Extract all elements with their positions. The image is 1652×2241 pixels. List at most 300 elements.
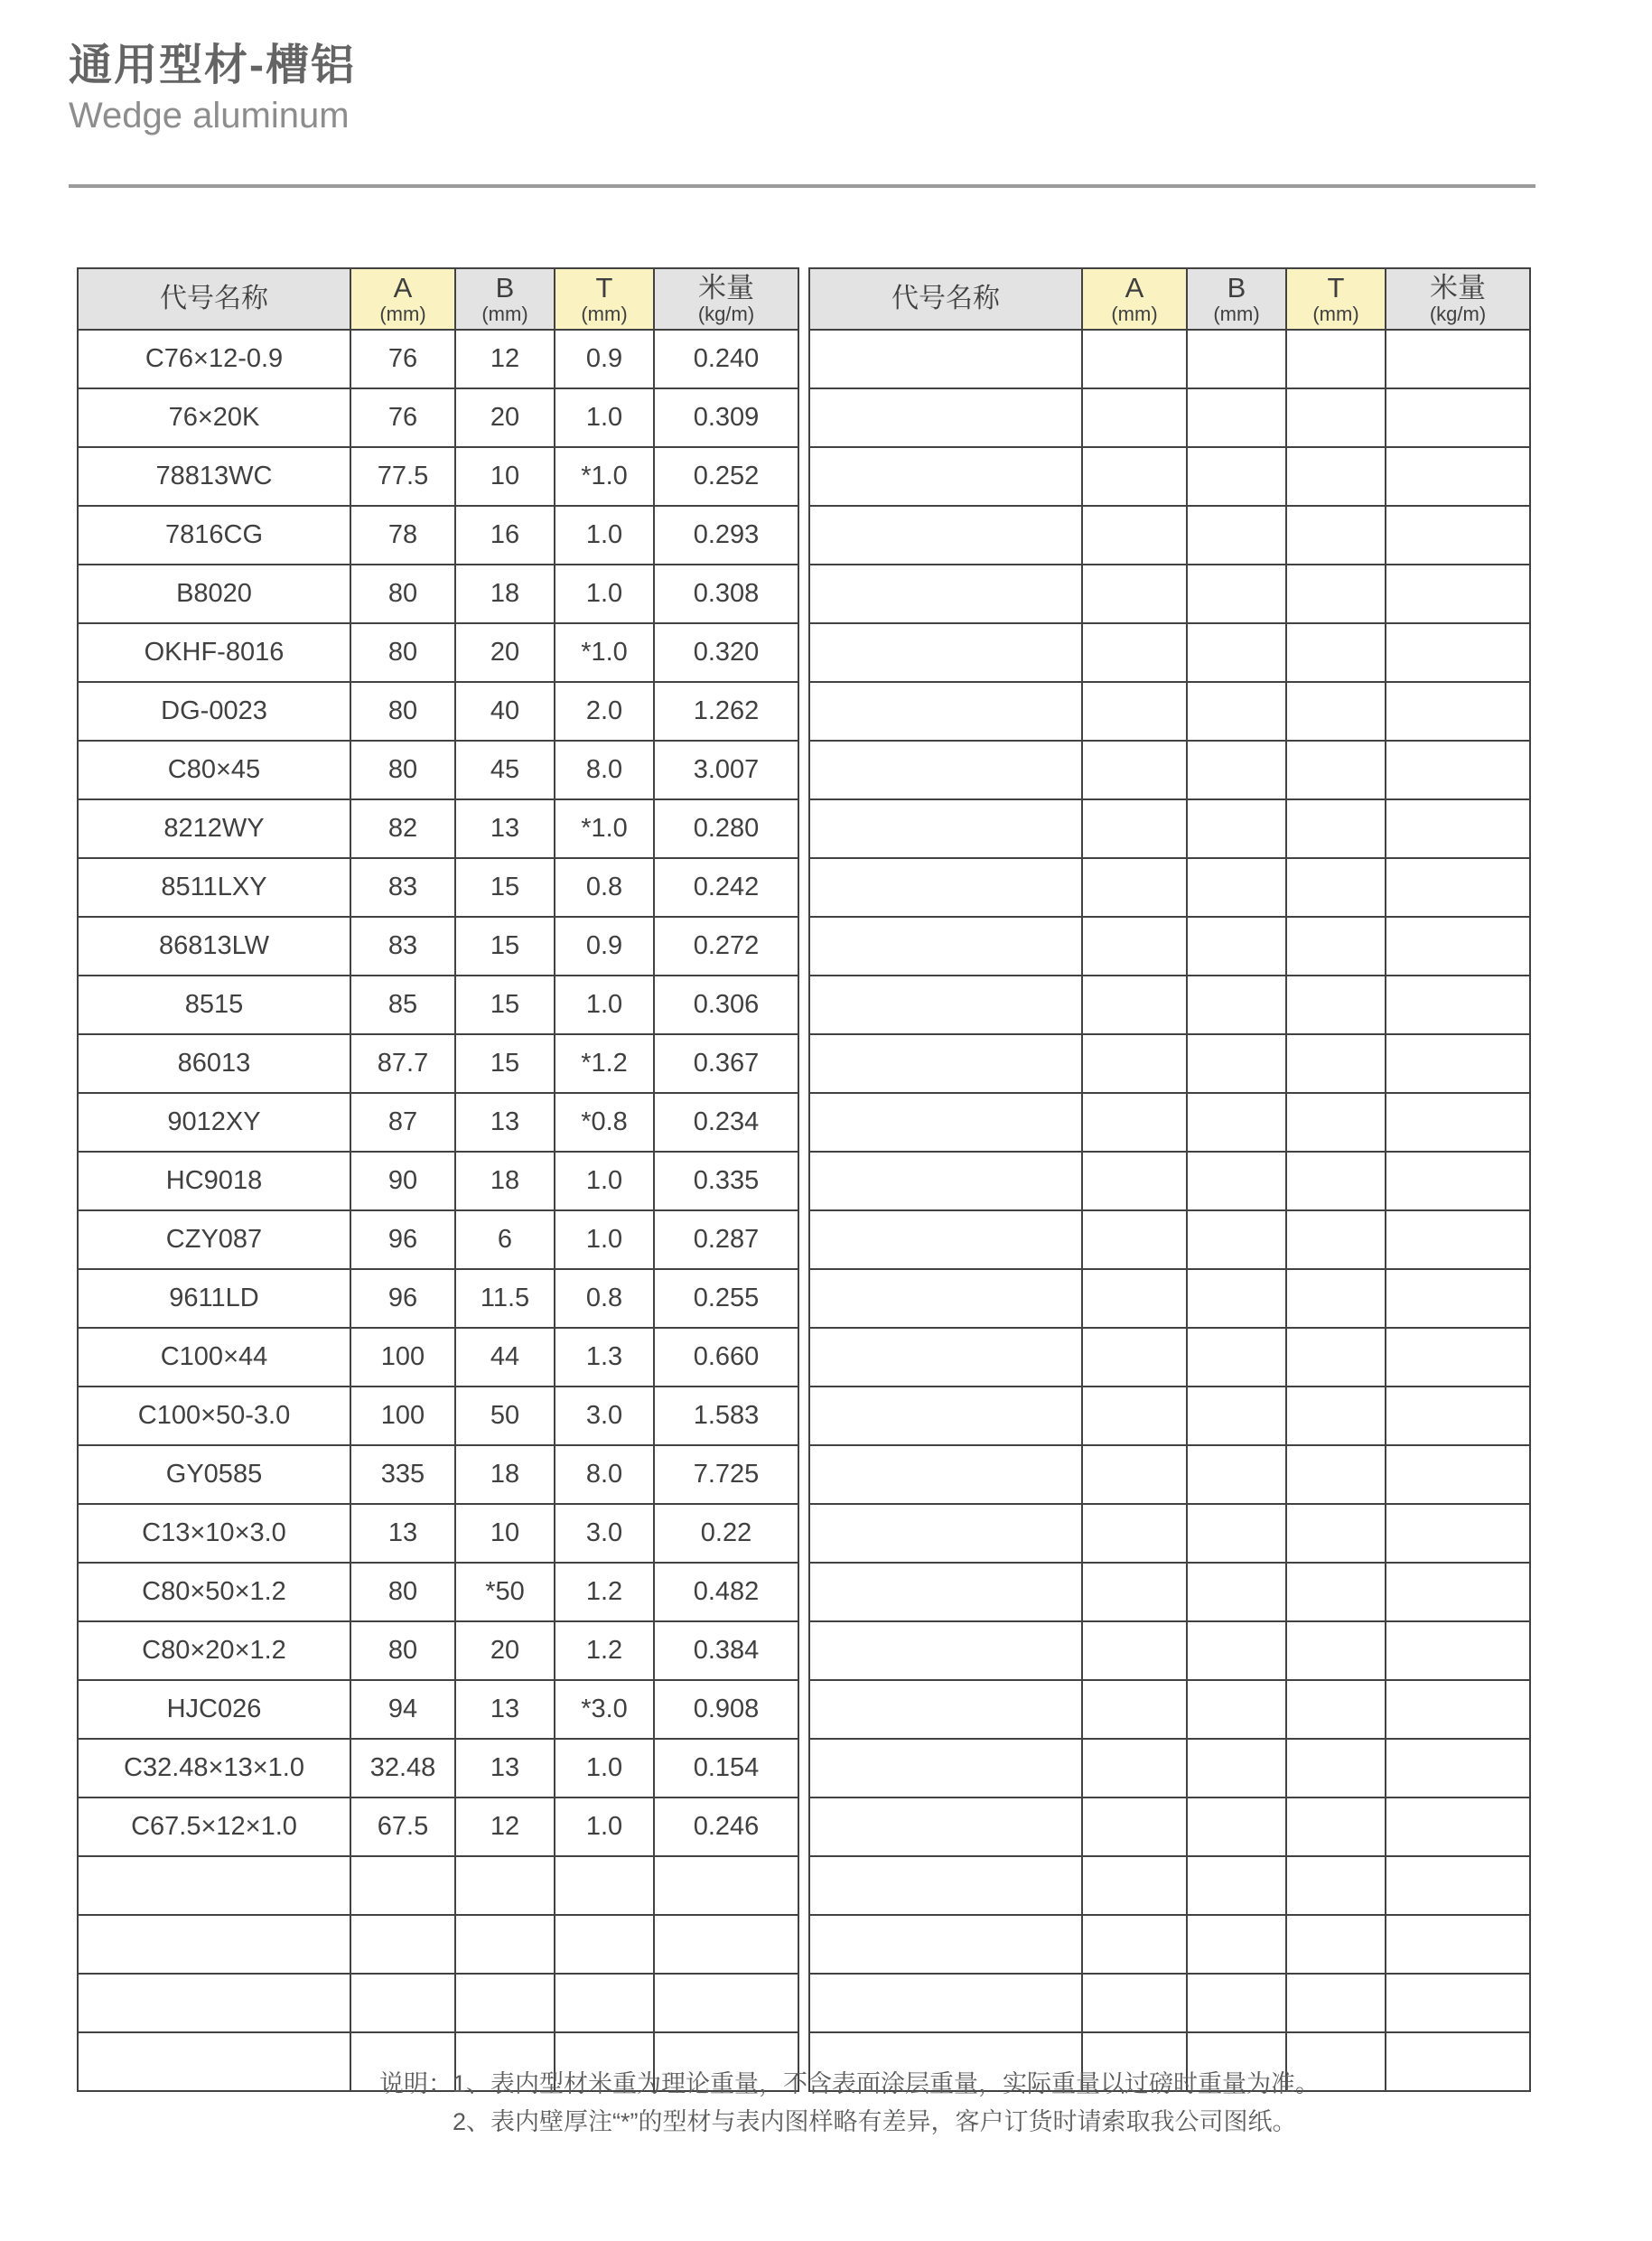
value-cell (1386, 858, 1530, 917)
value-cell: 0.367 (654, 1034, 798, 1093)
value-cell (1187, 388, 1286, 447)
profile-name-cell (809, 1504, 1082, 1563)
value-cell (1286, 1621, 1386, 1680)
value-cell (1187, 1269, 1286, 1328)
value-cell: 0.8 (555, 858, 654, 917)
profile-name-cell: C13×10×3.0 (78, 1504, 350, 1563)
table-row (78, 799, 798, 858)
value-cell: 76 (350, 330, 455, 388)
value-cell: 0.280 (654, 799, 798, 858)
profile-name-cell (809, 1680, 1082, 1739)
table-row (78, 976, 798, 1034)
value-cell (1286, 1915, 1386, 1974)
value-cell: 7.725 (654, 1445, 798, 1504)
value-cell (1187, 1034, 1286, 1093)
value-cell (555, 1974, 654, 2032)
value-cell (1286, 741, 1386, 799)
value-cell (1082, 1739, 1187, 1797)
value-cell (1386, 1856, 1530, 1915)
notes (379, 2065, 1320, 2141)
profile-name-cell: GY0585 (78, 1445, 350, 1504)
value-cell: 13 (455, 1093, 555, 1152)
value-cell: 0.272 (654, 917, 798, 976)
value-cell (1386, 506, 1530, 565)
value-cell: 80 (350, 682, 455, 741)
value-cell (1286, 1269, 1386, 1328)
note-item: 1、表内型材米重为理论重量，不含表面涂层重量，实际重量以过磅时重量为准。 (453, 2070, 1321, 2097)
profile-name-cell (809, 623, 1082, 682)
value-cell (1386, 1563, 1530, 1621)
table-row (78, 1563, 798, 1621)
table-row (78, 1152, 798, 1210)
value-cell: 0.287 (654, 1210, 798, 1269)
value-cell: 1.262 (654, 682, 798, 741)
value-cell: 18 (455, 1445, 555, 1504)
value-cell (1082, 1387, 1187, 1445)
value-cell: *0.8 (555, 1093, 654, 1152)
table-row (809, 976, 1530, 1034)
value-cell (1082, 1915, 1187, 1974)
table-row (809, 799, 1530, 858)
value-cell (1286, 1739, 1386, 1797)
value-cell: 1.0 (555, 1152, 654, 1210)
table-row (809, 741, 1530, 799)
spec-table-left (77, 267, 799, 2092)
value-cell: 87.7 (350, 1034, 455, 1093)
value-cell (1386, 447, 1530, 506)
profile-name-cell (78, 2032, 350, 2091)
value-cell (1187, 858, 1286, 917)
value-cell: 94 (350, 1680, 455, 1739)
value-cell (1187, 1915, 1286, 1974)
table-row (78, 1210, 798, 1269)
profile-name-cell (809, 1621, 1082, 1680)
value-cell (1286, 623, 1386, 682)
value-cell (1286, 330, 1386, 388)
value-cell (1187, 1093, 1286, 1152)
value-cell (1187, 1387, 1286, 1445)
value-cell (1082, 623, 1187, 682)
value-cell (350, 1974, 455, 2032)
value-cell (1187, 1974, 1286, 2032)
table-row (78, 741, 798, 799)
value-cell: 77.5 (350, 447, 455, 506)
value-cell (1286, 1974, 1386, 2032)
value-cell (1286, 1445, 1386, 1504)
table-row (809, 1387, 1530, 1445)
value-cell (1187, 682, 1286, 741)
value-cell (1082, 1445, 1187, 1504)
table-row (78, 565, 798, 623)
value-cell: 100 (350, 1387, 455, 1445)
value-cell (1187, 917, 1286, 976)
profile-name-cell (809, 1152, 1082, 1210)
value-cell: 80 (350, 1621, 455, 1680)
value-cell (1286, 388, 1386, 447)
header-row (809, 268, 1530, 330)
note-item: 2、表内壁厚注“*”的型材与表内图样略有差异，客户订货时请索取我公司图纸。 (453, 2108, 1297, 2135)
profile-name-cell (78, 1915, 350, 1974)
value-cell: 0.8 (555, 1269, 654, 1328)
profile-name-cell: C32.48×13×1.0 (78, 1739, 350, 1797)
table-row (809, 858, 1530, 917)
profile-name-cell (809, 1739, 1082, 1797)
value-cell: 10 (455, 447, 555, 506)
value-cell (1386, 1152, 1530, 1210)
profile-name-cell: C100×50-3.0 (78, 1387, 350, 1445)
profile-name-cell: C76×12-0.9 (78, 330, 350, 388)
notes-list (453, 2065, 1320, 2141)
value-cell: 0.384 (654, 1621, 798, 1680)
profile-name-cell: 8511LXY (78, 858, 350, 917)
value-cell: 0.234 (654, 1093, 798, 1152)
value-cell: 15 (455, 858, 555, 917)
value-cell: 80 (350, 741, 455, 799)
value-cell: 1.583 (654, 1387, 798, 1445)
profile-name-cell: 7816CG (78, 506, 350, 565)
value-cell: 0.252 (654, 447, 798, 506)
profile-name-cell: 8212WY (78, 799, 350, 858)
table-row (809, 1856, 1530, 1915)
value-cell (555, 1856, 654, 1915)
spec-table-right (808, 267, 1531, 2092)
value-cell (1386, 799, 1530, 858)
value-cell: 83 (350, 917, 455, 976)
value-cell (1082, 1210, 1187, 1269)
table-row (809, 1974, 1530, 2032)
value-cell (1082, 1621, 1187, 1680)
value-cell: 1.3 (555, 1328, 654, 1387)
value-cell: 0.908 (654, 1680, 798, 1739)
profile-name-cell (809, 1856, 1082, 1915)
page-title: 通用型材-槽铝 (69, 42, 356, 89)
value-cell (1286, 858, 1386, 917)
profile-name-cell: C80×20×1.2 (78, 1621, 350, 1680)
value-cell (1286, 1093, 1386, 1152)
value-cell: 20 (455, 1621, 555, 1680)
value-cell: 0.482 (654, 1563, 798, 1621)
value-cell (1082, 858, 1187, 917)
value-cell: 0.154 (654, 1739, 798, 1797)
value-cell: 0.9 (555, 330, 654, 388)
header-a: A (mm) (1082, 268, 1187, 330)
value-cell (1386, 741, 1530, 799)
value-cell (1386, 917, 1530, 976)
header-name: 代号名称 (809, 268, 1082, 330)
value-cell (1386, 388, 1530, 447)
table-row (809, 1797, 1530, 1856)
value-cell (1082, 1269, 1187, 1328)
value-cell: 18 (455, 1152, 555, 1210)
value-cell: 0.308 (654, 565, 798, 623)
profile-name-cell: 86813LW (78, 917, 350, 976)
value-cell (1082, 1328, 1187, 1387)
table-row (809, 1739, 1530, 1797)
table-row (809, 623, 1530, 682)
value-cell: 82 (350, 799, 455, 858)
value-cell (1082, 388, 1187, 447)
value-cell (1386, 1621, 1530, 1680)
value-cell: 20 (455, 388, 555, 447)
value-cell (654, 1974, 798, 2032)
value-cell (1286, 1328, 1386, 1387)
value-cell (1187, 1152, 1286, 1210)
table-row (809, 917, 1530, 976)
value-cell (1187, 741, 1286, 799)
profile-name-cell: OKHF-8016 (78, 623, 350, 682)
value-cell: 13 (350, 1504, 455, 1563)
page-header (69, 40, 1536, 137)
value-cell (1187, 330, 1286, 388)
value-cell: 44 (455, 1328, 555, 1387)
profile-name-cell (809, 1034, 1082, 1093)
value-cell: 2.0 (555, 682, 654, 741)
table-row (78, 917, 798, 976)
value-cell (1082, 1034, 1187, 1093)
value-cell: 12 (455, 1797, 555, 1856)
profile-name-cell (809, 388, 1082, 447)
value-cell: 96 (350, 1210, 455, 1269)
table-row (78, 388, 798, 447)
table-row (78, 330, 798, 388)
profile-name-cell (809, 1445, 1082, 1504)
value-cell: 13 (455, 799, 555, 858)
value-cell (1286, 506, 1386, 565)
table-row (809, 1504, 1530, 1563)
value-cell: 0.255 (654, 1269, 798, 1328)
value-cell (1187, 976, 1286, 1034)
value-cell (654, 1856, 798, 1915)
profile-name-cell (78, 1974, 350, 2032)
value-cell (654, 1915, 798, 1974)
value-cell (1286, 1856, 1386, 1915)
value-cell (1187, 799, 1286, 858)
table-row (809, 682, 1530, 741)
profile-name-cell (809, 565, 1082, 623)
table-row (809, 1680, 1530, 1739)
value-cell (1386, 1504, 1530, 1563)
value-cell (1187, 1210, 1286, 1269)
table-row (78, 1680, 798, 1739)
value-cell (1187, 1739, 1286, 1797)
value-cell (1187, 623, 1286, 682)
value-cell (1386, 976, 1530, 1034)
value-cell: *1.2 (555, 1034, 654, 1093)
value-cell (1082, 447, 1187, 506)
value-cell: 96 (350, 1269, 455, 1328)
value-cell (1386, 1915, 1530, 1974)
value-cell: 85 (350, 976, 455, 1034)
value-cell (1386, 330, 1530, 388)
table-row (809, 1152, 1530, 1210)
value-cell (1386, 1328, 1530, 1387)
value-cell: 40 (455, 682, 555, 741)
table-row (809, 1034, 1530, 1093)
table-row (809, 447, 1530, 506)
header-meter: 米量 (kg/m) (654, 268, 798, 330)
value-cell: 1.0 (555, 388, 654, 447)
header-name: 代号名称 (78, 268, 350, 330)
value-cell (455, 1915, 555, 1974)
value-cell (1082, 1974, 1187, 2032)
value-cell: 45 (455, 741, 555, 799)
value-cell: 1.0 (555, 1797, 654, 1856)
value-cell (1286, 976, 1386, 1034)
value-cell (1082, 741, 1187, 799)
profile-name-cell: 76×20K (78, 388, 350, 447)
table-row (809, 506, 1530, 565)
table-row (78, 1739, 798, 1797)
value-cell (1082, 1856, 1187, 1915)
value-cell (1187, 447, 1286, 506)
value-cell: 76 (350, 388, 455, 447)
profile-name-cell (809, 1974, 1082, 2032)
value-cell: 1.2 (555, 1621, 654, 1680)
header-b: B (mm) (455, 268, 555, 330)
value-cell: 3.0 (555, 1504, 654, 1563)
value-cell: 0.246 (654, 1797, 798, 1856)
value-cell: 3.007 (654, 741, 798, 799)
value-cell (1187, 1328, 1286, 1387)
value-cell (1187, 1856, 1286, 1915)
table-row (78, 1445, 798, 1504)
value-cell (1386, 2032, 1530, 2091)
table-row (78, 1974, 798, 2032)
table-row (78, 1093, 798, 1152)
value-cell: 80 (350, 1563, 455, 1621)
value-cell (1286, 1387, 1386, 1445)
value-cell (1386, 1739, 1530, 1797)
table-row (809, 1328, 1530, 1387)
value-cell (1386, 623, 1530, 682)
value-cell: *1.0 (555, 799, 654, 858)
header-b: B (mm) (1187, 268, 1286, 330)
value-cell (555, 1915, 654, 1974)
profile-name-cell (809, 976, 1082, 1034)
value-cell (350, 1915, 455, 1974)
value-cell: 0.306 (654, 976, 798, 1034)
value-cell: 1.0 (555, 1210, 654, 1269)
value-cell: 80 (350, 623, 455, 682)
value-cell: 3.0 (555, 1387, 654, 1445)
profile-name-cell: HC9018 (78, 1152, 350, 1210)
value-cell: 20 (455, 623, 555, 682)
value-cell: 1.0 (555, 1739, 654, 1797)
header-a: A (mm) (350, 268, 455, 330)
notes-prefix: 说明： (379, 2070, 453, 2097)
profile-name-cell (809, 1387, 1082, 1445)
value-cell (1286, 1680, 1386, 1739)
value-cell: 0.9 (555, 917, 654, 976)
profile-name-cell (809, 447, 1082, 506)
value-cell: 11.5 (455, 1269, 555, 1328)
value-cell (1082, 1504, 1187, 1563)
value-cell: 0.309 (654, 388, 798, 447)
profile-name-cell (809, 330, 1082, 388)
table-row (809, 1563, 1530, 1621)
value-cell (1187, 506, 1286, 565)
value-cell: 13 (455, 1739, 555, 1797)
value-cell: 32.48 (350, 1739, 455, 1797)
value-cell: 18 (455, 565, 555, 623)
profile-name-cell (809, 1563, 1082, 1621)
value-cell (1386, 1387, 1530, 1445)
value-cell (1187, 1563, 1286, 1621)
value-cell (1286, 447, 1386, 506)
value-cell (1286, 1210, 1386, 1269)
value-cell (455, 1856, 555, 1915)
profile-name-cell: 9012XY (78, 1093, 350, 1152)
value-cell (350, 1856, 455, 1915)
header-row (78, 268, 798, 330)
table-row (809, 1915, 1530, 1974)
table-row (809, 388, 1530, 447)
table-row (809, 1621, 1530, 1680)
value-cell (1187, 1797, 1286, 1856)
value-cell (1386, 565, 1530, 623)
value-cell: 1.0 (555, 565, 654, 623)
value-cell: 0.660 (654, 1328, 798, 1387)
value-cell: 67.5 (350, 1797, 455, 1856)
profile-name-cell (809, 799, 1082, 858)
table-row (809, 1269, 1530, 1328)
table-row (78, 1034, 798, 1093)
value-cell: 100 (350, 1328, 455, 1387)
table-row (809, 330, 1530, 388)
value-cell (1082, 1152, 1187, 1210)
profile-name-cell (809, 506, 1082, 565)
value-cell: 15 (455, 917, 555, 976)
profile-name-cell: CZY087 (78, 1210, 350, 1269)
table-row (78, 858, 798, 917)
profile-name-cell (809, 741, 1082, 799)
spec-tables (77, 267, 1531, 2092)
value-cell (1286, 1563, 1386, 1621)
value-cell: 1.0 (555, 976, 654, 1034)
profile-name-cell: B8020 (78, 565, 350, 623)
table-row (809, 565, 1530, 623)
header-t: T (mm) (555, 268, 654, 330)
table-row (809, 1445, 1530, 1504)
profile-name-cell: DG-0023 (78, 682, 350, 741)
header-meter: 米量 (kg/m) (1386, 268, 1530, 330)
table-row (78, 1856, 798, 1915)
value-cell: 87 (350, 1093, 455, 1152)
profile-name-cell: C80×45 (78, 741, 350, 799)
title-divider (69, 184, 1535, 188)
value-cell: 15 (455, 1034, 555, 1093)
value-cell: 15 (455, 976, 555, 1034)
value-cell: 0.293 (654, 506, 798, 565)
profile-name-cell: C80×50×1.2 (78, 1563, 350, 1621)
value-cell (1082, 506, 1187, 565)
value-cell (1082, 1680, 1187, 1739)
value-cell: 0.320 (654, 623, 798, 682)
value-cell (1082, 976, 1187, 1034)
value-cell (1386, 1269, 1530, 1328)
value-cell: 80 (350, 565, 455, 623)
table-row (78, 1915, 798, 1974)
value-cell (1286, 1152, 1386, 1210)
profile-name-cell (809, 858, 1082, 917)
value-cell (1386, 682, 1530, 741)
table-row (78, 1797, 798, 1856)
value-cell: 16 (455, 506, 555, 565)
value-cell: 83 (350, 858, 455, 917)
profile-name-cell: C67.5×12×1.0 (78, 1797, 350, 1856)
table-row (809, 1210, 1530, 1269)
page-subtitle: Wedge aluminum (69, 95, 350, 135)
